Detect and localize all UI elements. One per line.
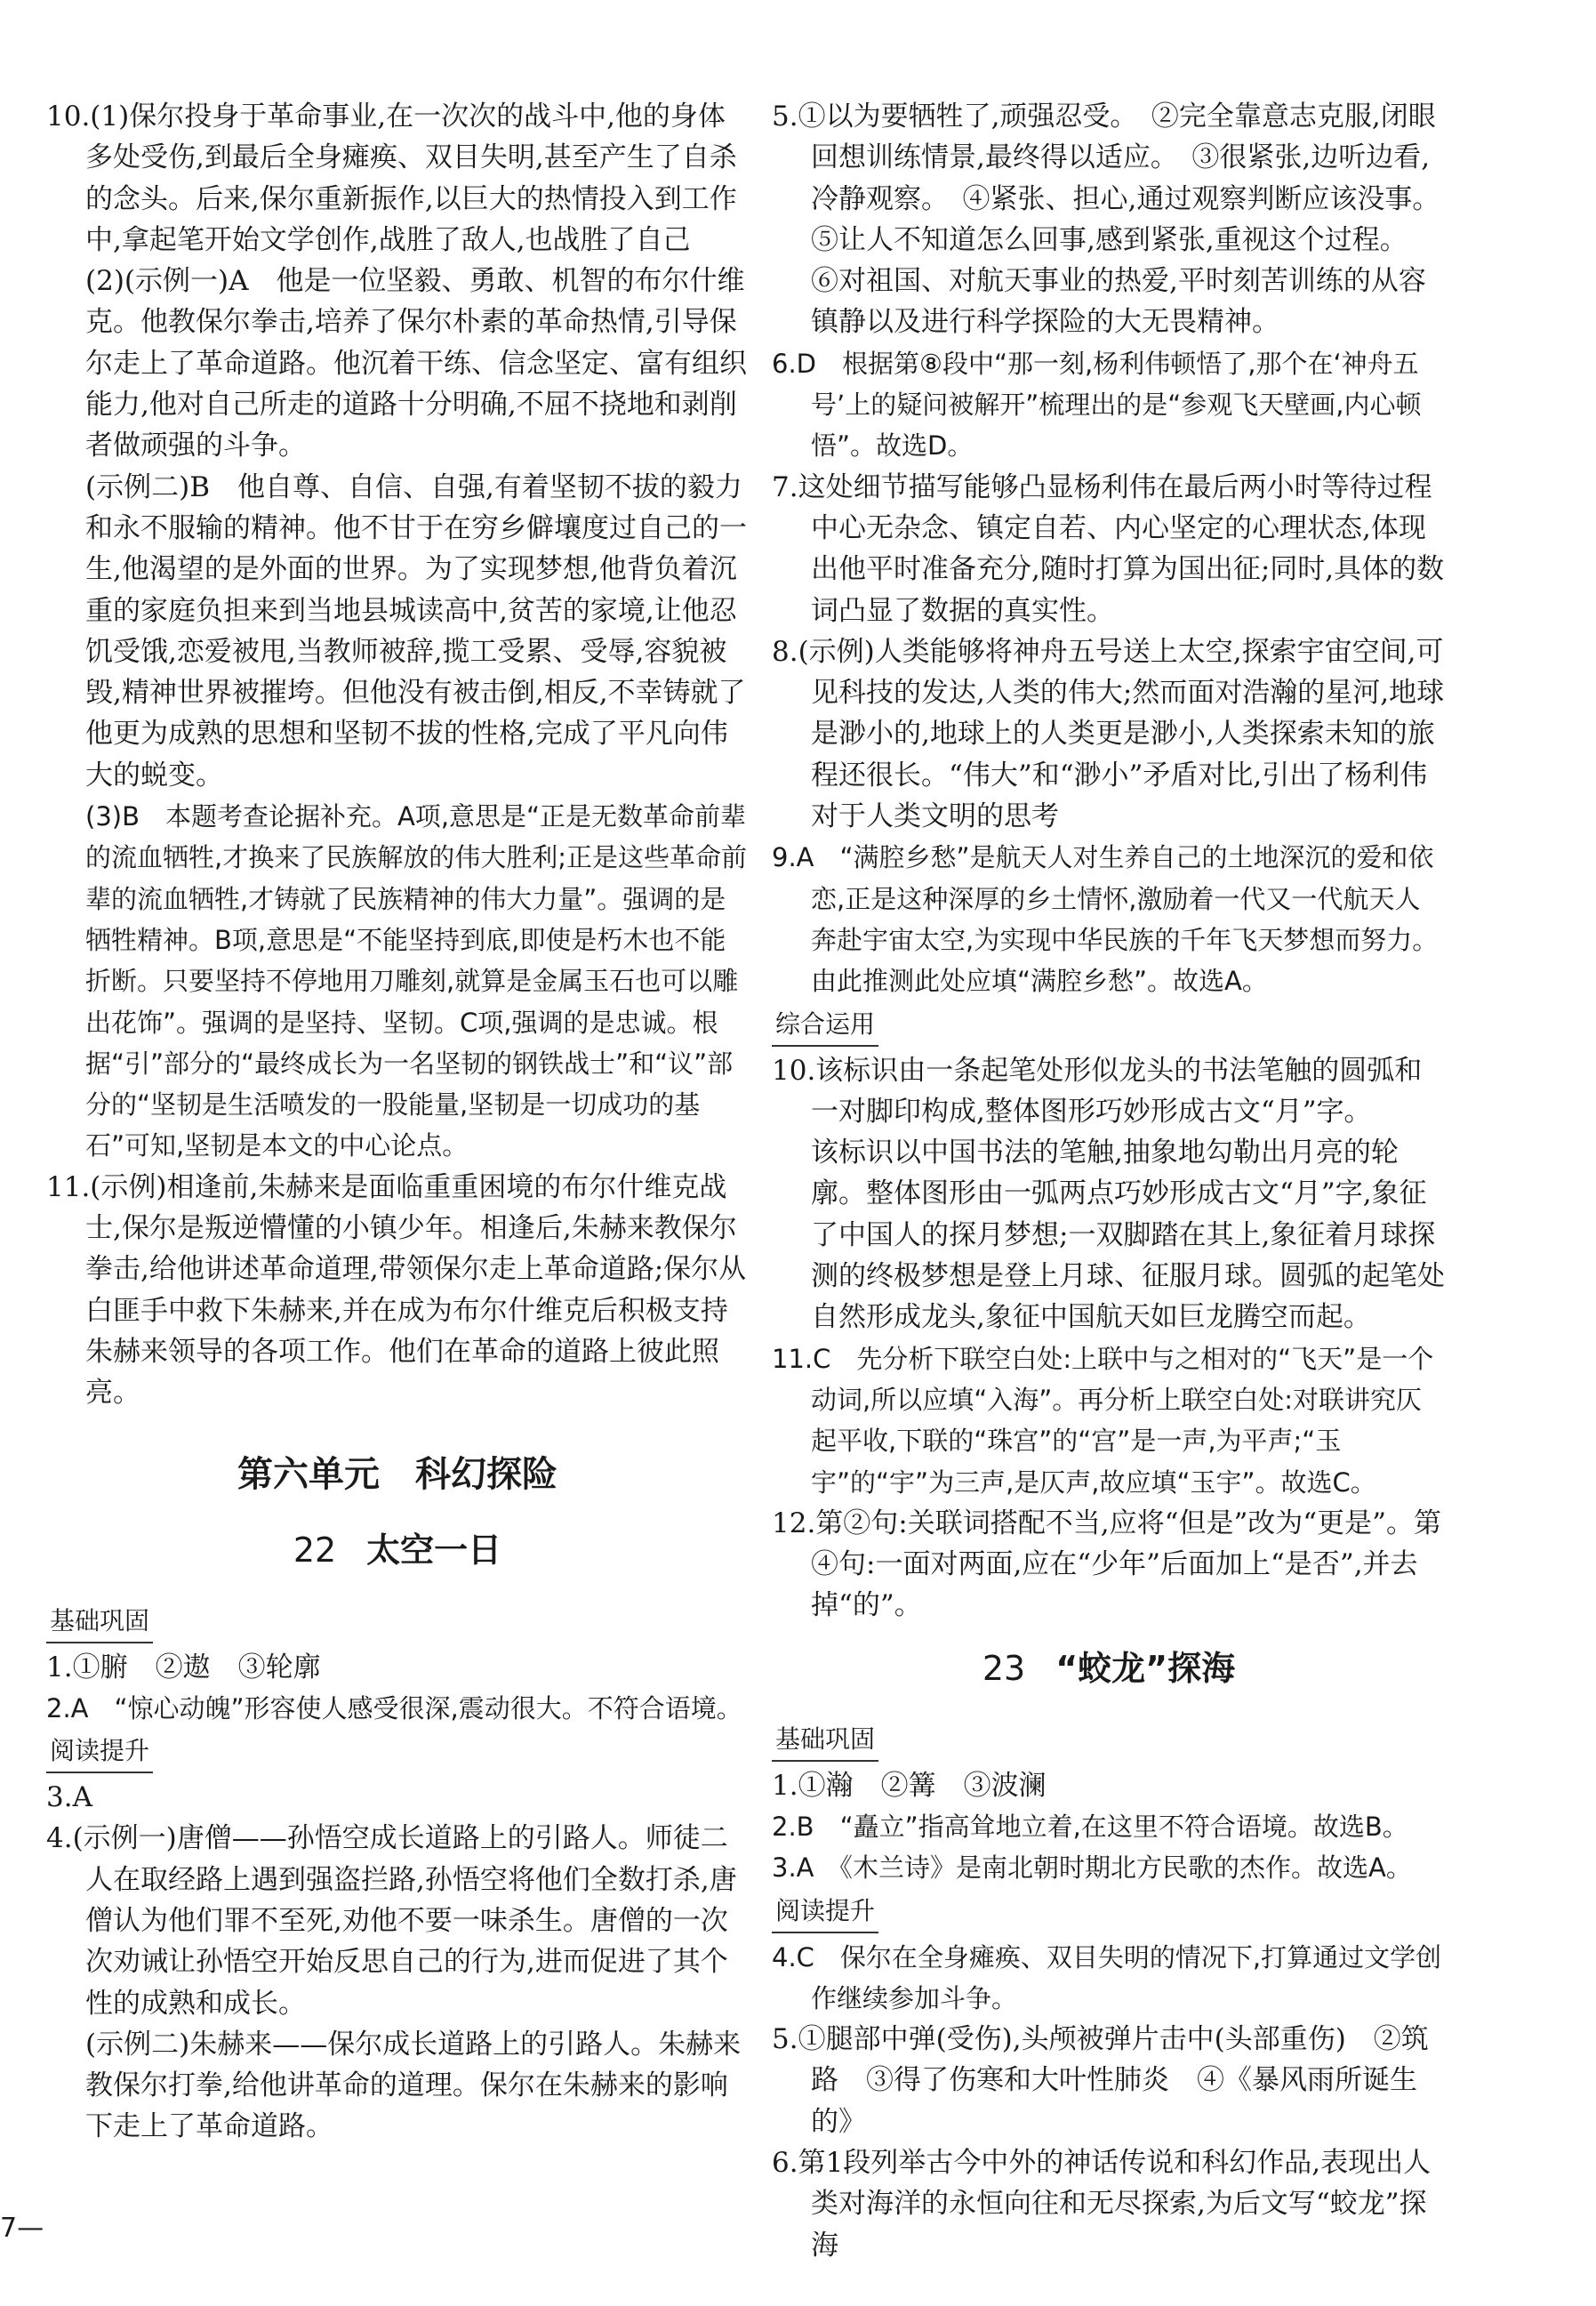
answer-d2: 2.B “矗立”指高耸地立着,在这里不符合语境。故选B。 — [772, 1811, 1408, 1842]
answer-d1: 1.①瀚 ②篝 ③波澜 — [772, 1769, 1047, 1802]
section-reading-2: 阅读提升 — [772, 1891, 878, 1933]
answer-e4: 4.C 保尔在全身瘫痪、双目失明的情况下,打算通过文学创作继续参加斗争。 — [772, 1941, 1442, 2013]
answer-2: 2.A “惊心动魄”形容使人感受很深,震动很大。不符合语境。 — [46, 1692, 742, 1723]
lesson-name: “蛟龙”探海 — [1055, 1648, 1236, 1688]
answer-c10: 10.该标识由一条起笔处形似龙头的书法笔触的圆弧和一对脚印构成,整体图形巧妙形成古文“月”字。 — [772, 1054, 1423, 1128]
answer-c10-cont: 该标识以中国书法的笔触,抽象地勾勒出月亮的轮廓。整体图形由一弧两点巧妙形成古文“月”字,象征了中国人的探月梦想;一双脚踏在其上,象征着月球探测的终极梦想是登上月球、征服月球。圆弧的起笔处自然形成龙头,象征中国航天如巨龙腾空而起。 — [811, 1137, 1445, 1334]
answer-7: 7.这处细节描写能够凸显杨利伟在最后两小时等待过程中心无杂念、镇定自若、内心坚定的心理状态,体现出他平时准备充分,随时打算为国出征;同时,具体的数词凸显了数据的真实性。 — [772, 470, 1445, 627]
answer-10-3: (3)B 本题考查论据补充。A项,意思是“正是无数革命前辈的流血牺牲,才换来了民族解放的伟大胜利;正是这些革命前辈的流血牺牲,才铸就了民族精神的伟大力量”。强调的是牺牲精神。B项,意思是“不能坚持到底,即使是朽木也不能折断。只要坚持不停地用刀雕刻,就算是金属玉石也可以雕出花饰”。强调的是坚持、坚韧。C项,强调的是忠诚。根据“引”部分的“最终成长为一名坚韧的钢铁战士”和“议”部分的“坚韧是生活喷发的一股能量,坚韧是一切成功的基石”可知,坚韧是本文的中心论点。 — [85, 801, 747, 1161]
answer-10-2: (2)(示例一)A 他是一位坚毅、勇敢、机智的布尔什维克。他教保尔拳击,培养了保尔朴素的革命热情,引导保尔走上了革命道路。他沉着干练、信念坚定、富有组织能力,他对自己所走的道路十分明确,不屈不挠地和剥削者做顽强的斗争。 — [85, 265, 747, 462]
lesson-number: 22 — [293, 1530, 337, 1570]
answer-4-example-1: 4.(示例一)唐僧——孙悟空成长道路上的引路人。师徒二人在取经路上遇到强盗拦路,孙悟空将他们全数打杀,唐僧认为他们罪不至死,劝他不要一味杀生。唐僧的一次次劝诫让孙悟空开始反思自己的行为,进而促进了其个性的成熟和成长。 — [46, 1822, 737, 2020]
lesson-23-title — [772, 1643, 1446, 1694]
page-number: 7— — [0, 2213, 44, 2244]
unit-title: 第六单元 科幻探险 — [237, 1453, 557, 1495]
left-column — [46, 96, 749, 2148]
right-column — [772, 96, 1454, 2266]
answer-6: 6.D 根据第⑧段中“那一刻,杨利伟顿悟了,那个在‘神舟五号’上的疑问被解开”梳理出的是“参观飞天壁画,内心顿悟”。故选D。 — [772, 348, 1422, 462]
answer-3: 3.A — [46, 1781, 92, 1814]
answer-8: 8.(示例)人类能够将神舟五号送上太空,探索宇宙空间,可见科技的发达,人类的伟大;然而面对浩瀚的星河,地球是渺小的,地球上的人类更是渺小,人类探索未知的旅程还很长。“伟大”和“渺小”矛盾对比,引出了杨利伟对于人类文明的思考 — [772, 635, 1445, 833]
lesson-name: 太空一日 — [366, 1530, 502, 1570]
answer-d3: 3.A 《木兰诗》是南北朝时期北方民歌的杰作。故选A。 — [772, 1852, 1412, 1884]
answer-10-2-example-2: (示例二)B 他自尊、自信、自强,有着坚韧不拔的毅力和永不服输的精神。他不甘于在穷乡僻壤度过自己的一生,他渴望的是外面的世界。为了实现梦想,他背负着沉重的家庭负担来到当地县城读高中,贫苦的家境,让他忍饥受饿,恋爱被甩,当教师被辞,揽工受累、受辱,容貌被毁,精神世界被摧垮。但他没有被击倒,相反,不幸铸就了他更为成熟的思想和坚韧不拔的性格,完成了平凡向伟大的蜕变。 — [85, 470, 747, 791]
lesson-22-title — [46, 1524, 749, 1576]
section-comprehensive: 综合运用 — [772, 1004, 878, 1047]
answer-c12: 12.第②句:关联词搭配不当,应将“但是”改为“更是”。第④句:一面对两面,应在“少年”后面加上“是否”,并去掉“的”。 — [772, 1507, 1441, 1622]
answer-e6: 6.第1段列举古今中外的神话传说和科幻作品,表现出人类对海洋的永恒向往和无尽探索,为后文写“蛟龙”探海 — [772, 2147, 1432, 2262]
section-reading: 阅读提升 — [46, 1731, 153, 1773]
lesson-number: 23 — [982, 1648, 1026, 1688]
section-basic-2: 基础巩固 — [772, 1719, 878, 1762]
answer-11: 11.(示例)相逢前,朱赫来是面临重重困境的布尔什维克战士,保尔是叛逆懵懂的小镇少年。相逢后,朱赫来教保尔拳击,给他讲述革命道理,带领保尔走上革命道路;保尔从白匪手中救下朱赫来,并在成为布尔什维克后积极支持朱赫来领导的各项工作。他们在革命的道路上彼此照亮。 — [46, 1170, 747, 1410]
answer-c11: 11.C 先分析下联空白处:上联中与之相对的“飞天”是一个动词,所以应填“入海”。再分析上联空白处:对联讲究仄起平收,下联的“珠宫”的“宫”是一声,为平声;“玉宇”的“宇”为三声,是仄声,故应填“玉宇”。故选C。 — [772, 1343, 1434, 1498]
answer-10-1: 10.(1)保尔投身于革命事业,在一次次的战斗中,他的身体多处受伤,到最后全身瘫痪、双目失明,甚至产生了自杀的念头。后来,保尔重新振作,以巨大的热情投入到工作中,拿起笔开始文学创作,战胜了敌人,也战胜了自己 — [46, 100, 737, 256]
answer-9: 9.A “满腔乡愁”是航天人对生养自己的土地深沉的爱和依恋,正是这种深厚的乡土情怀,激励着一代又一代航天人奔赴宇宙太空,为实现中华民族的千年飞天梦想而努力。由此推测此处应填“满腔乡愁”。故选A。 — [772, 842, 1439, 997]
answer-1: 1.①腑 ②遨 ③轮廓 — [46, 1651, 321, 1683]
answer-4-example-2: (示例二)朱赫来——保尔成长道路上的引路人。朱赫来教保尔打拳,给他讲革命的道理。保尔在朱赫来的影响下走上了革命道路。 — [85, 2028, 742, 2143]
answer-e5: 5.①腿部中弹(受伤),头颅被弹片击中(头部重伤) ②筑路 ③得了伤寒和大叶性肺炎 ④《暴风雨所诞生的》 — [772, 2023, 1429, 2138]
answer-5: 5.①以为要牺牲了,顽强忍受。 ②完全靠意志克服,闭眼回想训练情景,最终得以适应。 ③很紧张,边听边看,冷静观察。 ④紧张、担心,通过观察判断应该没事。 ⑤让人不知道怎么回事,感到紧张,重视这个过程。 ⑥对祖国、对航天事业的热爱,平时刻苦训练的从容镇静以及进行科学探险的大无畏精神。 — [772, 100, 1454, 339]
section-basic: 基础巩固 — [46, 1601, 153, 1643]
